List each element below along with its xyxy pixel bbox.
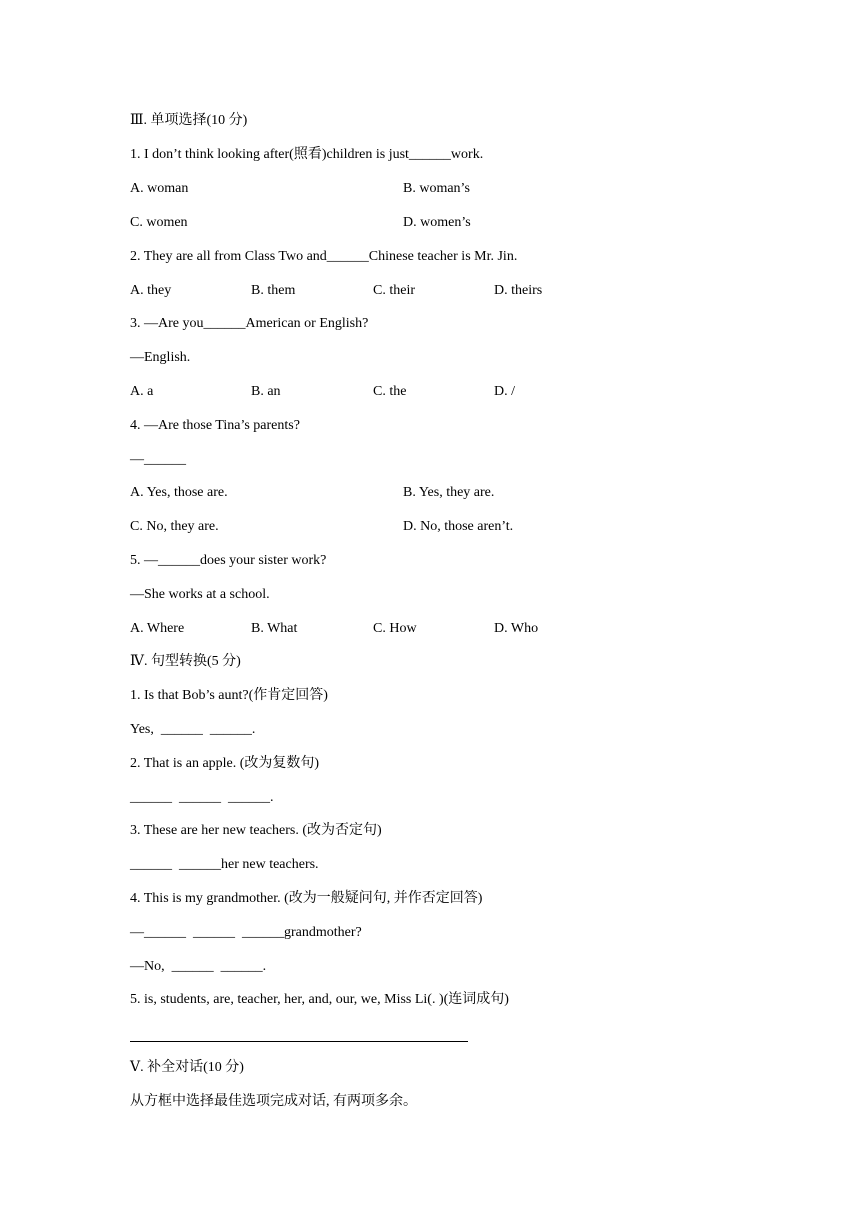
question-4-stem: 4. —Are those Tina’s parents?: [130, 418, 300, 433]
question-3-option-b: B. an: [251, 384, 281, 399]
section-title-complete-dialogue: Ⅴ. 补全对话(10 分): [130, 1060, 244, 1075]
transform-5-prompt: 5. is, students, are, teacher, her, and, our, we, Miss Li(. )(连词成句): [130, 992, 509, 1007]
question-3-option-a: A. a: [130, 384, 154, 399]
transform-1-prompt: 1. Is that Bob’s aunt?(作肯定回答): [130, 688, 328, 703]
question-5-option-c: C. How: [373, 621, 417, 636]
question-1-option-c: C. women: [130, 215, 188, 230]
question-5-option-a: A. Where: [130, 621, 185, 636]
question-2-option-b: B. them: [251, 283, 296, 298]
question-5-reply: —She works at a school.: [130, 587, 270, 602]
transform-3-answer: ______ ______her new teachers.: [130, 857, 319, 872]
question-2-stem: 2. They are all from Class Two and______Chinese teacher is Mr. Jin.: [130, 249, 518, 264]
question-5-option-b: B. What: [251, 621, 298, 636]
question-1-option-a: A. woman: [130, 181, 189, 196]
question-2-option-c: C. their: [373, 283, 415, 298]
question-3-reply: —English.: [130, 350, 191, 365]
question-5-option-d: D. Who: [494, 621, 539, 636]
question-2-option-d: D. theirs: [494, 283, 543, 298]
question-4-option-c: C. No, they are.: [130, 519, 219, 534]
transform-3-prompt: 3. These are her new teachers. (改为否定句): [130, 823, 382, 838]
transform-5-answer-line: [130, 1041, 468, 1042]
question-2-option-a: A. they: [130, 283, 172, 298]
question-4-option-d: D. No, those aren’t.: [403, 519, 514, 534]
section-title-single-choice: Ⅲ. 单项选择(10 分): [130, 113, 248, 128]
question-4-option-a: A. Yes, those are.: [130, 485, 228, 500]
question-4-option-b: B. Yes, they are.: [403, 485, 495, 500]
transform-2-answer: ______ ______ ______.: [130, 790, 274, 805]
transform-4-prompt: 4. This is my grandmother. (改为一般疑问句, 并作否定回答): [130, 891, 483, 906]
question-3-option-d: D. /: [494, 384, 515, 399]
question-3-option-c: C. the: [373, 384, 407, 399]
transform-2-prompt: 2. That is an apple. (改为复数句): [130, 756, 320, 771]
question-1-option-d: D. women’s: [403, 215, 471, 230]
section-5-instruction: 从方框中选择最佳选项完成对话, 有两项多余。: [130, 1094, 417, 1109]
transform-1-answer: Yes, ______ ______.: [130, 722, 256, 737]
question-1-option-b: B. woman’s: [403, 181, 470, 196]
question-1-stem: 1. I don’t think looking after(照看)children is just______work.: [130, 147, 484, 162]
question-5-stem: 5. —______does your sister work?: [130, 553, 327, 568]
transform-4-answer-2: —No, ______ ______.: [130, 959, 267, 974]
transform-4-answer: —______ ______ ______grandmother?: [130, 925, 362, 940]
question-4-reply: —______: [130, 452, 186, 467]
section-title-sentence-transformation: Ⅳ. 句型转换(5 分): [130, 654, 241, 669]
question-3-stem: 3. —Are you______American or English?: [130, 316, 369, 331]
